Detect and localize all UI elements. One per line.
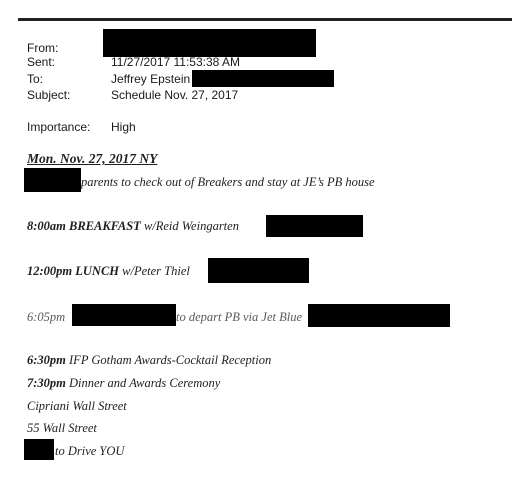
dinner-time: 7:30pm — [27, 376, 66, 390]
parents-redaction — [24, 168, 81, 192]
lunch-line — [27, 263, 190, 279]
gotham-line — [27, 352, 271, 368]
lunch-redaction — [208, 258, 309, 283]
breakfast-with: w/Reid Weingarten — [140, 219, 239, 233]
breakfast-line — [27, 218, 239, 234]
venue-line: Cipriani Wall Street — [27, 399, 127, 413]
from-redaction — [103, 29, 316, 57]
parents-line: parents to check out of Breakers and stay at JE’s PB house — [81, 175, 375, 189]
drive-line: to Drive YOU — [55, 444, 125, 458]
driver-redaction — [24, 439, 54, 460]
jetblue-redaction — [308, 304, 450, 327]
address-line: 55 Wall Street — [27, 421, 97, 435]
dinner-text: Dinner and Awards Ceremony — [65, 376, 221, 390]
to-value: Jeffrey Epstein — [111, 72, 191, 86]
lunch-time: 12:00pm LUNCH — [27, 264, 120, 278]
to-redaction — [192, 70, 334, 87]
lunch-with: w/Peter Thiel — [119, 264, 190, 278]
depart-redaction — [72, 304, 176, 326]
sent-value: 11/27/2017 11:53:38 AM — [111, 55, 240, 69]
gotham-time: 6:30pm — [27, 353, 66, 367]
header-rule — [18, 18, 512, 21]
subject-label: Subject: — [27, 88, 71, 102]
dinner-line — [27, 375, 220, 391]
breakfast-redaction — [266, 215, 363, 237]
depart-text: to depart PB via Jet Blue — [176, 310, 303, 324]
depart-time: 6:05pm — [27, 310, 66, 324]
sent-label: Sent: — [27, 55, 56, 69]
breakfast-time: 8:00am BREAKFAST — [27, 219, 141, 233]
to-label: To: — [27, 72, 44, 86]
importance-label: Importance: — [27, 120, 91, 134]
date-heading: Mon. Nov. 27, 2017 NY — [27, 151, 158, 166]
gotham-text: IFP Gotham Awards-Cocktail Reception — [65, 353, 272, 367]
importance-value: High — [111, 120, 136, 134]
subject-value: Schedule Nov. 27, 2017 — [111, 88, 239, 102]
from-label: From: — [27, 41, 59, 55]
